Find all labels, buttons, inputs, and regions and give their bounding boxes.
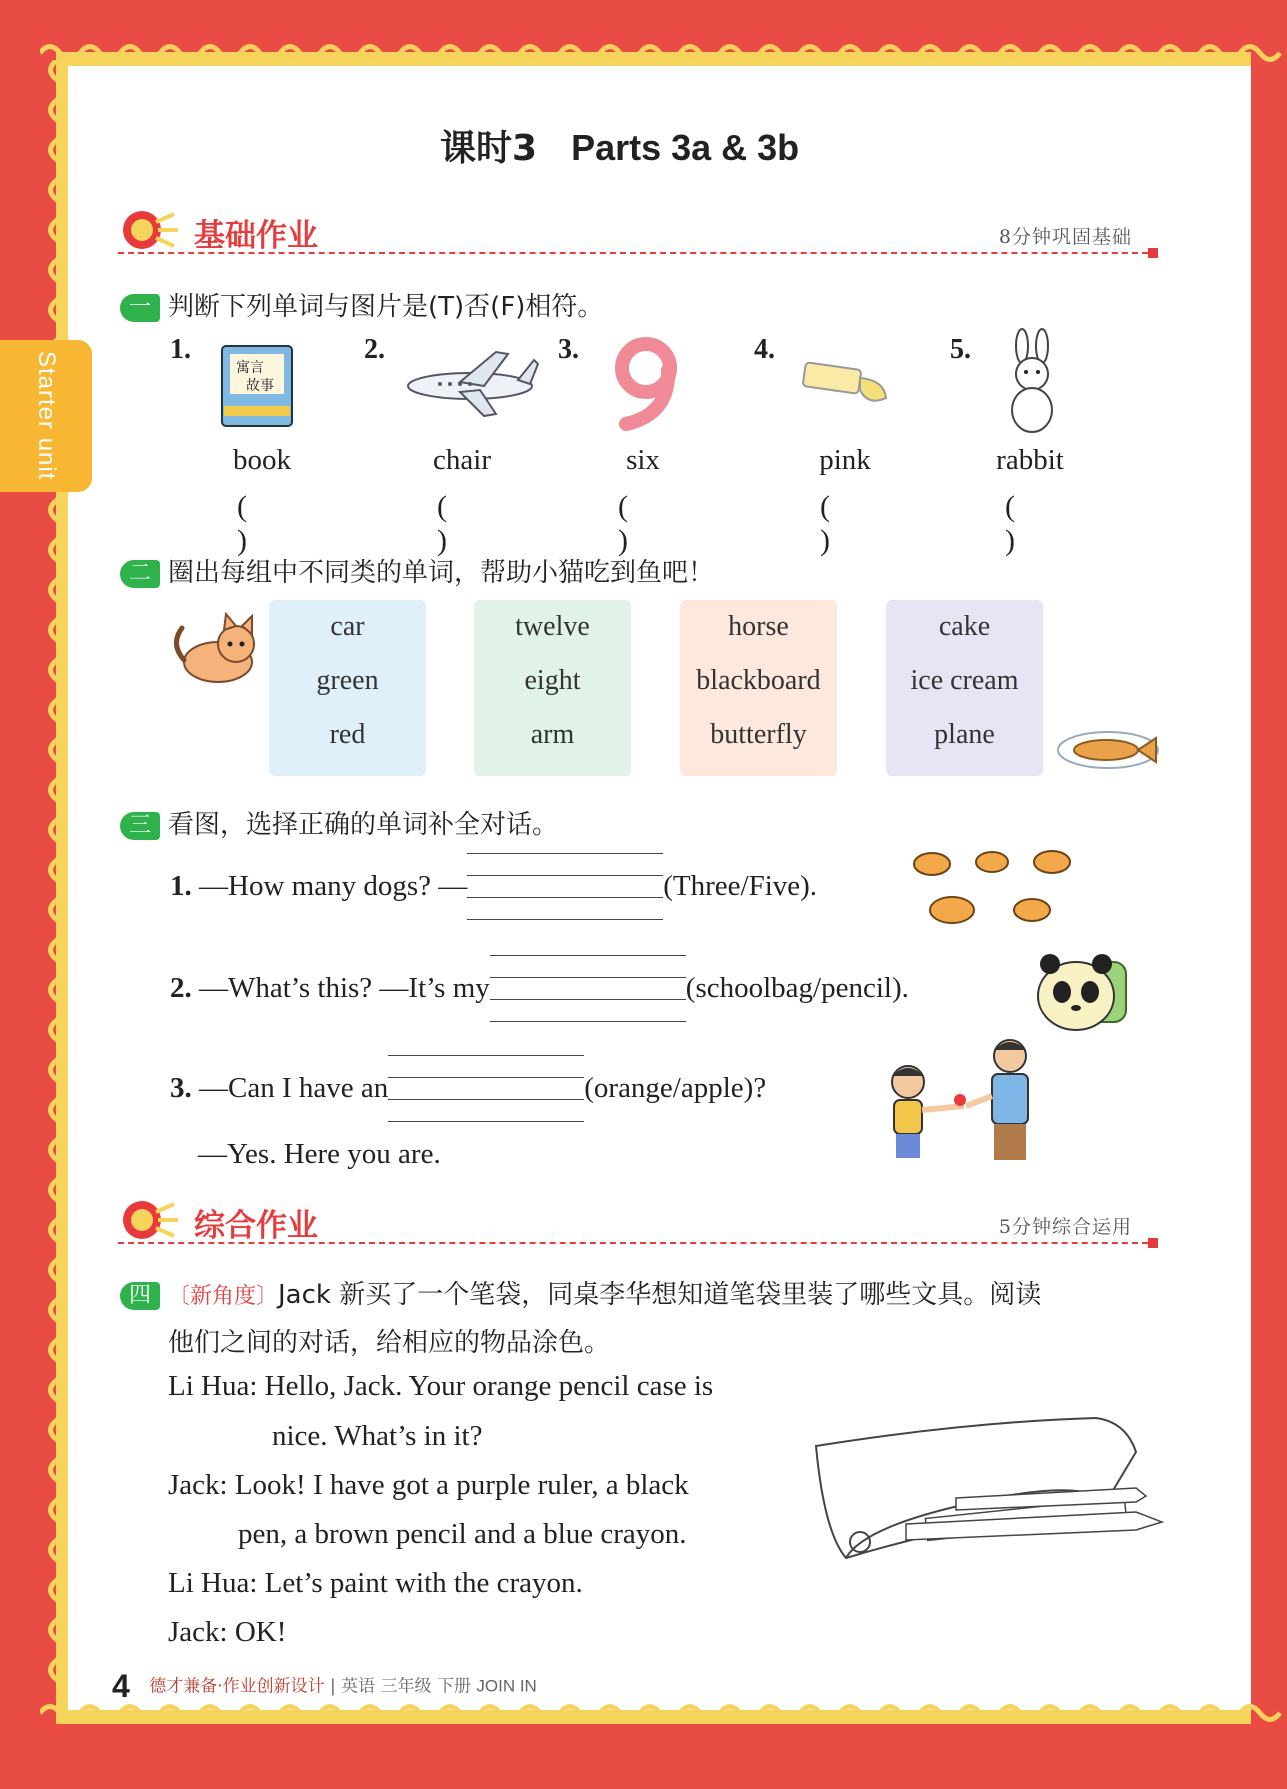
svg-text:寓言: 寓言 bbox=[236, 360, 264, 376]
word-group-3 bbox=[680, 600, 837, 776]
title-en: Parts 3a & 3b bbox=[571, 127, 800, 168]
q3-heading bbox=[120, 804, 558, 841]
dialog-line: Li Hua: Let’s paint with the crayon. bbox=[168, 1567, 583, 1599]
q2-heading bbox=[120, 552, 714, 589]
q1-num-5: 5. bbox=[950, 334, 971, 365]
word-group-2-word[interactable]: eight bbox=[524, 665, 581, 696]
q1-answer-1[interactable]: ( ) bbox=[237, 490, 287, 557]
q3-item-3-blank[interactable] bbox=[388, 1075, 584, 1105]
q3-item-3-reply: —Yes. Here you are. bbox=[198, 1138, 441, 1170]
unit-side-tab bbox=[0, 340, 92, 492]
left-wavy-border bbox=[44, 60, 70, 1710]
children-exchange-icon bbox=[878, 1036, 1038, 1168]
section-basic-time: 8分钟巩固基础 bbox=[998, 226, 1132, 248]
q3-item-1 bbox=[170, 870, 817, 903]
page-number: 4 bbox=[112, 1668, 130, 1704]
q1-badge: 一 bbox=[120, 294, 160, 322]
q1-heading bbox=[120, 286, 603, 323]
footer-subject: 英语 bbox=[341, 1676, 376, 1697]
section-basic-label: 基础作业 bbox=[194, 218, 318, 254]
word-group-1-word[interactable]: car bbox=[330, 611, 365, 642]
q1-num-1: 1. bbox=[170, 334, 191, 365]
q2-instruction: 圈出每组中不同类的单词，帮助小猫吃到鱼吧！ bbox=[168, 558, 715, 588]
megaphone-icon bbox=[118, 208, 182, 254]
section-divider-end bbox=[1148, 1238, 1158, 1248]
q1-num-4: 4. bbox=[754, 334, 775, 365]
q1-answer-4[interactable]: ( ) bbox=[820, 490, 870, 557]
q4-badge: 四 bbox=[120, 1282, 160, 1310]
page-title bbox=[440, 120, 799, 171]
section-comprehensive-label: 综合作业 bbox=[194, 1208, 318, 1244]
section-divider bbox=[118, 1242, 1158, 1244]
q1-answer-2[interactable]: ( ) bbox=[437, 490, 487, 557]
q3-item-1-num: 1. bbox=[170, 870, 192, 902]
q3-item-3 bbox=[170, 1072, 766, 1105]
footer-term: 下册 bbox=[436, 1676, 471, 1697]
footer-grade: 三年级 bbox=[380, 1676, 432, 1697]
q3-item-2-num: 2. bbox=[170, 972, 192, 1004]
q1-answer-5[interactable]: ( ) bbox=[1005, 490, 1055, 557]
cat-icon bbox=[166, 604, 266, 696]
footer-series: 德才兼备·作业创新设计 bbox=[149, 1676, 325, 1697]
pencil-case-drawing[interactable] bbox=[806, 1412, 1166, 1572]
word-group-4-word[interactable]: cake bbox=[938, 611, 991, 642]
word-group-1-word[interactable]: red bbox=[329, 719, 366, 750]
q3-instruction: 看图，选择正确的单词补全对话。 bbox=[168, 810, 559, 840]
q1-word-5: rabbit bbox=[996, 444, 1064, 476]
megaphone-icon bbox=[118, 1198, 182, 1244]
book-icon bbox=[214, 340, 304, 435]
dialog-line: Li Hua: Hello, Jack. Your orange pencil case is bbox=[168, 1370, 714, 1402]
q3-item-2-blank[interactable] bbox=[490, 975, 686, 1005]
word-group-2 bbox=[474, 600, 631, 776]
q4-instruction-line-2: 他们之间的对话，给相应的物品涂色。 bbox=[168, 1328, 611, 1358]
nine-icon bbox=[606, 334, 686, 434]
word-group-4-word[interactable]: plane bbox=[934, 719, 995, 750]
dialog-line: pen, a brown pencil and a blue crayon. bbox=[238, 1518, 687, 1550]
title-cn: 课时3 bbox=[440, 128, 538, 169]
footer-edition: JOIN IN bbox=[476, 1676, 537, 1696]
unit-side-tab-label: Starter unit bbox=[33, 351, 60, 481]
q3-item-3-question: —Can I have an bbox=[199, 1072, 389, 1104]
dialog-line: Jack: OK! bbox=[168, 1616, 287, 1648]
q1-word-3: six bbox=[626, 444, 660, 476]
q3-item-3-options: (orange/apple)? bbox=[584, 1072, 767, 1104]
q1-instruction: 判断下列单词与图片是(T)否(F)相符。 bbox=[168, 292, 604, 322]
q3-item-2-question: —What’s this? —It’s my bbox=[199, 972, 490, 1004]
panda-schoolbag-icon bbox=[1036, 950, 1132, 1034]
dialog-line: nice. What’s in it? bbox=[272, 1420, 483, 1452]
section-divider-end bbox=[1148, 248, 1158, 258]
word-group-2-word[interactable]: twelve bbox=[515, 611, 590, 642]
word-group-3-word[interactable]: horse bbox=[728, 611, 789, 642]
q4-tag: 〔新角度〕 bbox=[168, 1284, 279, 1309]
q3-item-1-options: (Three/Five). bbox=[663, 870, 818, 902]
svg-text:故事: 故事 bbox=[246, 378, 274, 394]
word-group-2-word[interactable]: arm bbox=[530, 719, 575, 750]
rabbit-icon bbox=[996, 328, 1066, 438]
q1-word-4: pink bbox=[819, 444, 871, 476]
q3-item-2 bbox=[170, 972, 909, 1005]
section-basic-header bbox=[118, 208, 1158, 258]
q1-word-1: book bbox=[233, 444, 291, 476]
word-group-4 bbox=[886, 600, 1043, 776]
q1-word-2: chair bbox=[433, 444, 491, 476]
word-group-3-word[interactable]: blackboard bbox=[696, 665, 821, 696]
q1-num-2: 2. bbox=[364, 334, 385, 365]
word-group-3-word[interactable]: butterfly bbox=[710, 719, 807, 750]
dogs-icon bbox=[902, 840, 1092, 940]
section-comprehensive-time: 5分钟综合运用 bbox=[998, 1216, 1132, 1238]
q1-answer-3[interactable]: ( ) bbox=[618, 490, 668, 557]
section-comprehensive-header bbox=[118, 1198, 1158, 1248]
word-group-4-word[interactable]: ice cream bbox=[910, 665, 1019, 696]
q4-instruction-line-1: Jack 新买了一个笔袋，同桌李华想知道笔袋里装了哪些文具。阅读 bbox=[278, 1280, 1042, 1310]
q2-badge: 二 bbox=[120, 560, 160, 588]
fish-plate-icon bbox=[1056, 726, 1162, 772]
word-group-1-word[interactable]: green bbox=[316, 665, 379, 696]
q1-num-3: 3. bbox=[558, 334, 579, 365]
word-group-1 bbox=[269, 600, 426, 776]
q3-item-2-options: (schoolbag/pencil). bbox=[685, 972, 909, 1004]
glue-icon bbox=[798, 350, 898, 410]
dialog-line: Jack: Look! I have got a purple ruler, a black bbox=[168, 1469, 689, 1501]
page-footer: 4 德才兼备·作业创新设计 | 英语 三年级 下册 JOIN IN bbox=[112, 1668, 537, 1704]
q3-item-3-num: 3. bbox=[170, 1072, 192, 1104]
plane-icon bbox=[400, 340, 540, 420]
section-divider bbox=[118, 252, 1158, 254]
q4-heading bbox=[120, 1274, 1041, 1311]
q3-badge: 三 bbox=[120, 812, 160, 840]
q3-item-1-question: —How many dogs? — bbox=[199, 870, 468, 902]
q3-item-1-blank[interactable] bbox=[467, 873, 663, 903]
